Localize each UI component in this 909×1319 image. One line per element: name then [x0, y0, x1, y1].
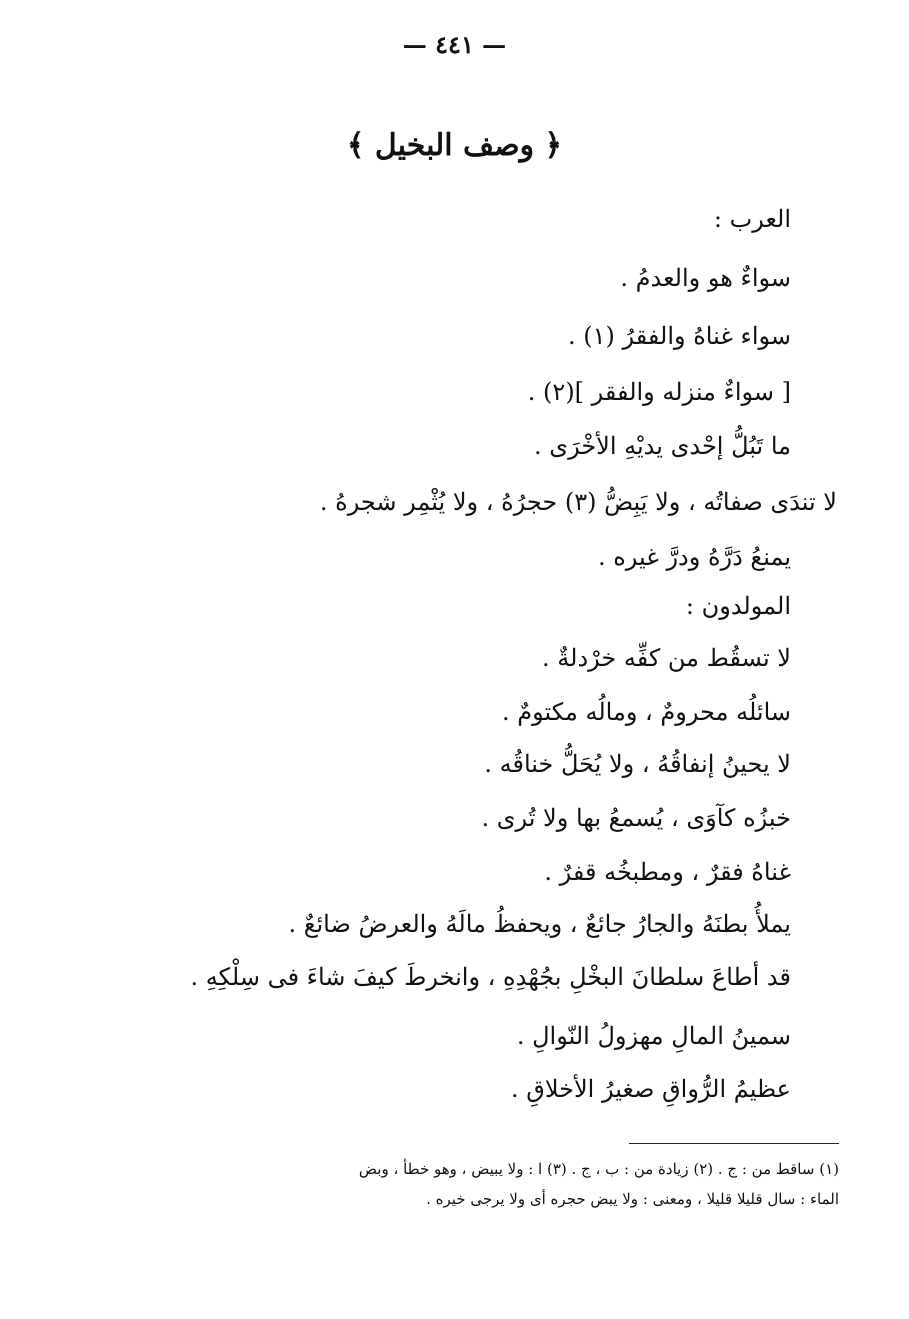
text-line: يملأُ بطنَهُ والجارُ جائعٌ ، ويحفظُ مالَهُ والعرضُ ضائعٌ .	[288, 910, 791, 938]
heading-arabs: العرب :	[713, 205, 791, 233]
text-line: سواء غناهُ والفقرُ (١) .	[568, 322, 791, 350]
footnote-line: (١) ساقط من : ج . (٢) زيادة من : ب ، ج . (٣) ا : ولا يبيض ، وهو خطأ ، وبض	[358, 1160, 839, 1178]
text-line: سمينُ المالِ مهزولُ النّوالِ .	[516, 1022, 791, 1050]
text-line: عظيمُ الرُّواقِ صغيرُ الأخلاقِ .	[510, 1075, 791, 1103]
text-line: سائلُه محرومٌ ، ومالُه مكتومٌ .	[501, 698, 791, 726]
footnote-line: الماء : سال قليلا قليلا ، ومعنى : ولا يبض حجره أى ولا يرجى خيره .	[426, 1190, 839, 1208]
section-title: ﴿ وصف البخيل ﴾	[346, 128, 563, 163]
text-line: لا تسقُط من كفِّه خرْدلةٌ .	[542, 644, 791, 672]
text-line: يمنعُ دَرَّهُ ودرَّ غيره .	[597, 543, 791, 571]
text-line: خبزُه كآوَى ، يُسمعُ بها ولا تُرى .	[481, 804, 791, 832]
heading-muwalladun: المولدون :	[685, 592, 791, 620]
text-line: سواءٌ هو والعدمُ .	[620, 264, 791, 292]
page-number: — ٤٤١ —	[402, 30, 507, 59]
text-line: لا تندَى صفاتُه ، ولا يَبِضُّ (٣) حجرُهُ ، ولا يُثْمِر شجرهُ .	[319, 488, 837, 516]
text-line: لا يحينُ إنفاقُهُ ، ولا يُحَلُّ خناقُه .	[484, 750, 791, 778]
text-line: غناهُ فقرٌ ، ومطبخُه قفرٌ .	[544, 858, 791, 886]
text-line: قد أطاعَ سلطانَ البخْلِ بجُهْدِهِ ، وانخرطَ كيفَ شاءَ فى سِلْكِهِ .	[190, 963, 791, 991]
text-line: [ سواءٌ منزله والفقر ](٢) .	[527, 378, 791, 406]
footnote-separator	[629, 1143, 839, 1144]
text-line: ما تَبُلُّ إحْدى يديْهِ الأخْرَى .	[534, 432, 791, 460]
